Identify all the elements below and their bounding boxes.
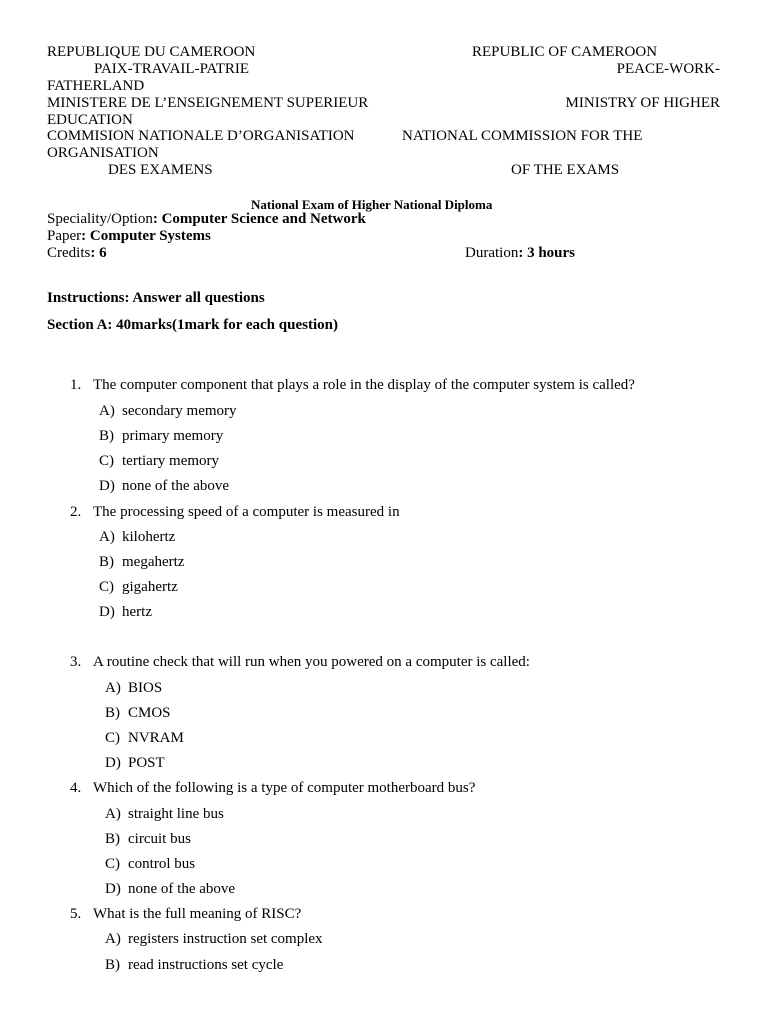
question-number: 1. [70,377,82,393]
header-en-ministry: MINISTRY OF HIGHER [565,95,720,111]
question-number: 2. [70,504,82,520]
header-fr-ministry: MINISTERE DE L’ENSEIGNEMENT SUPERIEUR [47,95,369,111]
option-text: primary memory [122,428,224,444]
option-letter: B) [99,554,114,570]
option-text: megahertz [122,554,185,570]
header-fatherland: FATHERLAND [47,78,145,94]
option-text: hertz [122,604,152,620]
header-fr-country: REPUBLIQUE DU CAMEROON [47,44,256,60]
option-text: gigahertz [122,579,178,595]
option-text: none of the above [128,881,236,897]
option-letter: A) [99,403,115,419]
header-education: EDUCATION [47,112,133,128]
paper-line [47,228,211,245]
duration-value: : 3 hours [518,245,576,261]
option-text: NVRAM [128,730,184,746]
header-fr-commission: COMMISION NATIONALE D’ORGANISATION [47,128,355,144]
header-en-motto: PEACE-WORK- [616,61,720,77]
option-text: straight line bus [128,806,224,822]
option-text: control bus [128,856,196,872]
option-letter: B) [105,705,120,721]
exam-title-text: National Exam of Higher National Diploma [251,197,493,212]
option-letter: B) [105,957,120,973]
question-text: The computer component that plays a role in the display of the computer system is called? [93,377,635,393]
option-text: circuit bus [128,831,191,847]
option-letter: B) [105,831,120,847]
section-a-heading: Section A: 40marks(1mark for each question) [47,317,338,333]
question-text: The processing speed of a computer is measured in [93,504,400,520]
question-number: 3. [70,654,82,670]
option-text: BIOS [128,680,163,696]
speciality-line [47,211,366,228]
credits-line [47,245,107,262]
header-en-commission: NATIONAL COMMISSION FOR THE [402,128,643,144]
option-text: secondary memory [122,403,237,419]
option-letter: C) [105,856,120,872]
duration-line [465,245,575,262]
question-number: 4. [70,780,82,796]
option-letter: D) [99,478,115,494]
paper-value: : Computer Systems [81,228,211,244]
header-fr-exams: DES EXAMENS [108,162,213,178]
header-en-exams: OF THE EXAMS [511,162,620,178]
option-text: CMOS [128,705,171,721]
option-letter: C) [105,730,120,746]
option-letter: A) [105,806,121,822]
credits-label: Credits [47,245,91,261]
option-letter: A) [105,680,121,696]
option-letter: B) [99,428,114,444]
instructions: Instructions: Answer all questions [47,290,265,306]
header-organisation: ORGANISATION [47,145,159,161]
question-number: 5. [70,906,82,922]
credits-value: : 6 [90,245,107,261]
paper-label: Paper [47,228,82,244]
option-letter: A) [105,931,121,947]
option-letter: C) [99,453,114,469]
option-text: tertiary memory [122,453,220,469]
option-letter: D) [99,604,115,620]
option-letter: C) [99,579,114,595]
option-letter: D) [105,881,121,897]
option-letter: A) [99,529,115,545]
option-text: none of the above [122,478,230,494]
question-text: What is the full meaning of RISC? [93,906,302,922]
question-text: Which of the following is a type of computer motherboard bus? [93,780,476,796]
option-text: POST [128,755,165,771]
header-en-country: REPUBLIC OF CAMEROON [472,44,658,60]
option-text: kilohertz [122,529,176,545]
option-letter: D) [105,755,121,771]
option-text: read instructions set cycle [128,957,284,973]
speciality-value: : Computer Science and Network [152,211,366,227]
option-text: registers instruction set complex [128,931,323,947]
header-fr-motto: PAIX-TRAVAIL-PATRIE [94,61,250,77]
duration-label: Duration [465,245,519,261]
speciality-label: Speciality/Option [47,211,153,227]
question-text: A routine check that will run when you powered on a computer is called: [93,654,530,670]
